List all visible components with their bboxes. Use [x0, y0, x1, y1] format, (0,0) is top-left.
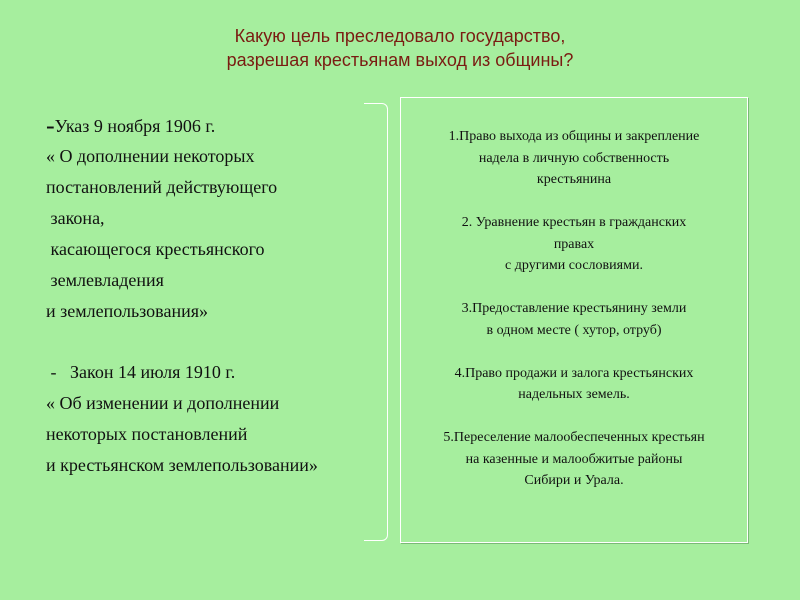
goals-box	[400, 97, 748, 543]
goal-text-line: крестьянина	[536, 172, 612, 187]
goal-text-line: 5.Переселение малообеспеченных крестьян	[443, 430, 705, 445]
goal-text-line: надельных земель.	[518, 387, 630, 402]
title-line-2: разрешая крестьянам выход из общины?	[226, 50, 574, 70]
law-dash: -	[46, 362, 70, 382]
curly-bracket-divider	[364, 103, 388, 541]
goal-item	[401, 298, 747, 341]
decree-line: и землепользования»	[46, 301, 208, 321]
decree-line: « О дополнении некоторых	[46, 146, 255, 166]
goal-text-line: с другими сословиями.	[505, 258, 643, 273]
law-title: Закон 14 июля 1910 г.	[70, 362, 236, 382]
decree-line	[46, 110, 391, 141]
goal-text-line: в одном месте ( хутор, отруб)	[486, 322, 662, 338]
title-line-1: Какую цель преследовало государство,	[234, 26, 566, 46]
decree-line: закона,	[46, 208, 105, 228]
goal-text-line: 1.Право выхода из общины и закрепление	[448, 129, 700, 144]
decree-line: землевладения	[46, 270, 164, 290]
goal-text-line: Сибири и Урала.	[524, 473, 624, 488]
decree-dash: -	[46, 111, 55, 140]
goal-text-line: правах	[553, 236, 595, 252]
law-line: « Об изменении и дополнении	[46, 393, 280, 413]
decree-title: Указ 9 ноября 1906 г.	[54, 116, 216, 136]
goal-item	[401, 363, 747, 406]
slide-title	[0, 24, 800, 72]
goal-text-line: 3.Предоставление крестьянину земли	[461, 301, 687, 316]
legal-acts-list	[46, 110, 391, 481]
goal-item	[401, 212, 747, 277]
goal-item	[401, 126, 747, 191]
goal-text-line: на казенные и малообжитые районы	[465, 451, 683, 467]
law-line	[46, 357, 391, 388]
goals-list	[401, 126, 747, 513]
decree-line: касающегося крестьянского	[46, 239, 265, 259]
law-line: некоторых постановлений	[46, 424, 248, 444]
goal-text-line: 2. Уравнение крестьян в гражданских	[461, 215, 687, 230]
goal-text-line: надела в личную собственность	[478, 150, 670, 166]
law-line: и крестьянском землепользовании»	[46, 455, 318, 475]
goal-text-line: 4.Право продажи и залога крестьянских	[454, 365, 694, 381]
goal-item	[401, 427, 747, 492]
decree-line: постановлений действующего	[46, 177, 278, 197]
